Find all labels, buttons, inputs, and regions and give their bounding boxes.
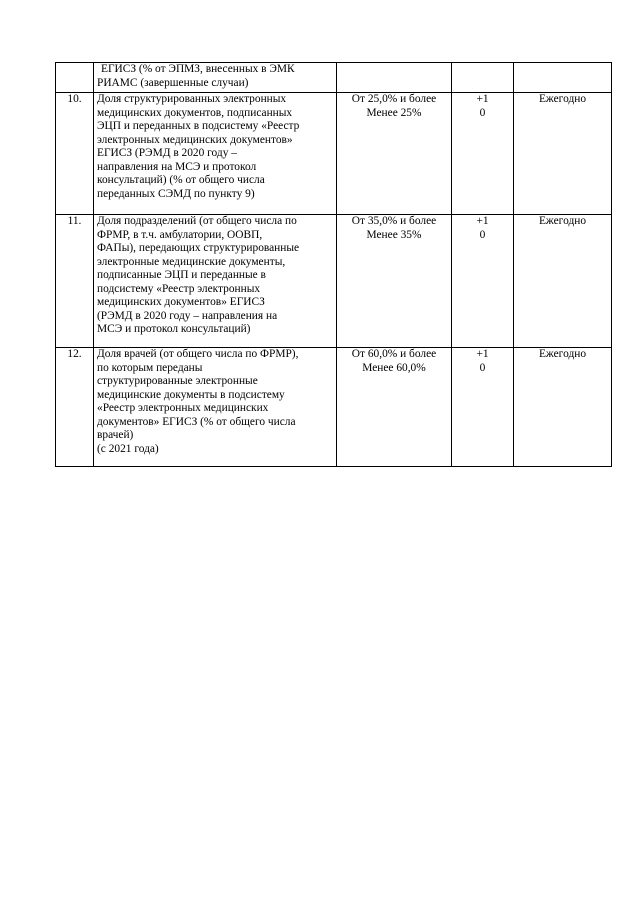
score-value: +1 — [476, 215, 489, 227]
indicator-line: «Реестр электронных медицинских — [97, 402, 269, 414]
indicators-table — [55, 62, 612, 467]
indicator-cell — [94, 215, 337, 348]
criteria-value: От 35,0% и более — [351, 215, 437, 227]
row-number: 10. — [67, 93, 82, 105]
score-value: +1 — [476, 93, 489, 105]
indicator-line: Доля врачей (от общего числа по ФРМР), — [97, 348, 299, 360]
indicator-line: электронных медицинских документов» — [97, 133, 293, 146]
criteria-value: Менее 35% — [366, 228, 422, 241]
indicator-line: подсистему «Реестр электронных — [97, 282, 261, 295]
row-number: 12. — [67, 348, 82, 360]
indicator-line: электронные медицинские документы, — [97, 255, 286, 268]
indicator-line: ЕГИСЗ (% от ЭПМЗ, внесенных в ЭМК — [101, 63, 295, 75]
table-row — [56, 93, 612, 215]
frequency-value: Ежегодно — [538, 215, 587, 227]
indicator-line: документов» ЕГИСЗ (% от общего числа — [97, 415, 296, 428]
row-number: 11. — [67, 215, 82, 227]
row-number-cell — [56, 348, 94, 467]
indicator-line: (РЭМД в 2020 году – направления на — [97, 309, 278, 322]
table-row — [56, 348, 612, 467]
score-value: 0 — [479, 106, 486, 119]
row-number-cell — [56, 63, 94, 93]
indicator-line: подписанные ЭЦП и переданные в — [97, 269, 266, 281]
frequency-cell — [514, 348, 612, 467]
table-row — [56, 215, 612, 348]
row-number-cell — [56, 93, 94, 215]
frequency-cell — [514, 93, 612, 215]
score-cell — [452, 215, 514, 348]
indicator-line: ФРМР, в т.ч. амбулатории, ООВП, — [97, 228, 263, 241]
criteria-value: От 25,0% и более — [351, 93, 437, 105]
criteria-cell — [337, 215, 452, 348]
row-number-cell — [56, 215, 94, 348]
criteria-value: От 60,0% и более — [351, 348, 437, 360]
indicator-line: структурированные электронные — [97, 375, 258, 387]
indicator-line: ЭЦП и переданных в подсистему «Реестр — [97, 120, 300, 132]
indicator-line: МСЭ и протокол консультаций) — [97, 323, 251, 335]
indicator-line: Доля структурированных электронных — [97, 93, 287, 105]
indicator-line: переданных СЭМД по пункту 9) — [97, 187, 255, 200]
table-row-continued — [56, 63, 612, 93]
indicator-cell — [94, 63, 337, 93]
score-cell — [452, 348, 514, 467]
indicator-line: Доля подразделений (от общего числа по — [97, 215, 297, 227]
frequency-value: Ежегодно — [538, 348, 587, 360]
criteria-value: Менее 60,0% — [362, 361, 426, 374]
frequency-cell — [514, 215, 612, 348]
frequency-cell — [514, 63, 612, 93]
score-value: 0 — [479, 228, 486, 241]
indicator-line: РИАМС (завершенные случаи) — [97, 76, 249, 89]
indicator-cell — [94, 348, 337, 467]
indicator-cell — [94, 93, 337, 215]
indicator-line: ФАПы), передающих структурированные — [97, 242, 300, 254]
indicator-line: (с 2021 года) — [97, 442, 159, 455]
indicator-line: врачей) — [97, 429, 134, 441]
criteria-cell — [337, 63, 452, 93]
criteria-cell — [337, 348, 452, 467]
indicator-line: консультаций) (% от общего числа — [97, 174, 265, 186]
criteria-value: Менее 25% — [366, 106, 422, 119]
score-value: +1 — [476, 348, 489, 360]
indicator-line: направления на МСЭ и протокол — [97, 160, 257, 173]
indicator-line: ЕГИСЗ (РЭМД в 2020 году – — [97, 147, 237, 159]
score-cell — [452, 93, 514, 215]
indicator-line: медицинских документов» ЕГИСЗ — [97, 296, 265, 308]
criteria-cell — [337, 93, 452, 215]
indicator-line: медицинских документов, подписанных — [97, 106, 293, 119]
indicator-line: медицинские документы в подсистему — [97, 388, 285, 401]
indicator-line: по которым переданы — [97, 361, 203, 374]
indicators-table-body — [56, 63, 612, 467]
score-cell — [452, 63, 514, 93]
frequency-value: Ежегодно — [538, 93, 587, 105]
score-value: 0 — [479, 361, 486, 374]
